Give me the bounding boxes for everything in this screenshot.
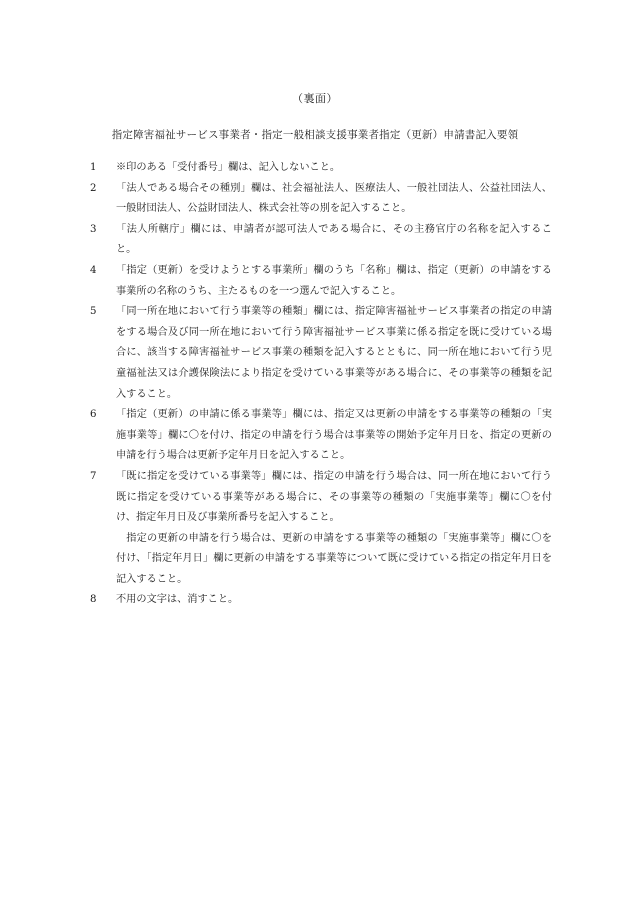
reverse-side-label: （裏面） — [292, 92, 338, 105]
instruction-item-6 — [90, 405, 552, 467]
item-number: 1 — [90, 162, 97, 173]
item-number: 4 — [90, 264, 97, 276]
item-number: 6 — [90, 409, 97, 421]
instruction-item-2 — [90, 179, 552, 220]
item-text-paragraph-2: 指定の更新の申請を行う場合は、更新の申請をする事業等の種類の「実施事業等」欄に〇を付け、「指定年月日」欄に更新の申請をする事業等について既に受けている指定の指定年月日を記入すること。 — [116, 532, 552, 585]
item-number: 3 — [90, 223, 97, 235]
item-text: ※印のある「受付番号」欄は、記入しないこと。 — [116, 162, 341, 173]
item-text: 「法人である場合その種別」欄は、社会福祉法人、医療法人、一般社団法人、公益社団法人、一般財団法人、公益財団法人、株式会社等の別を記入すること。 — [116, 182, 552, 215]
item-number: 8 — [90, 594, 97, 606]
instruction-item-4 — [90, 261, 552, 302]
item-text: 「指定（更新）の申請に係る事業等」欄には、指定又は更新の申請をする事業等の種類の「実施事業等」欄に〇を付け、指定の申請を行う場合は事業等の開始予定年月日を、指定の更新の申請を行う場合は更新予定年月日を記入すること。 — [116, 409, 552, 462]
instruction-list — [90, 158, 552, 611]
item-text: 「同一所在地において行う事業等の種類」欄には、指定障害福祉サービス事業者の指定の申請をする場合及び同一所在地において行う障害福祉サービス事業に係る指定を既に受けている場合に、該当する障害福祉サービス事業の種類を記入するとともに、同一所在地において行う児童福祉法又は介護保険法により指定を受けている事業等がある場合に、その事業等の種類を記入すること。 — [116, 306, 552, 400]
item-number: 5 — [90, 306, 97, 318]
item-text: 「既に指定を受けている事業等」欄には、指定の申請を行う場合は、同一所在地において行う既に指定を受けている事業等がある場合に、その事業等の種類の「実施事業等」欄に〇を付け、指定年月日及び事業所番号を記入すること。 — [116, 470, 552, 524]
item-number: 7 — [90, 470, 97, 482]
item-text: 「法人所轄庁」欄には、申請者が認可法人である場合に、その主務官庁の名称を記入すること。 — [116, 223, 552, 256]
instruction-item-1 — [90, 158, 552, 179]
item-number: 2 — [90, 182, 97, 194]
instruction-item-8 — [90, 590, 552, 611]
item-text: 「指定（更新）を受けようとする事業所」欄のうち「名称」欄は、指定（更新）の申請をする事業所の名称のうち、主たるものを一つ選んで記入すること。 — [116, 264, 552, 297]
instruction-item-7 — [90, 467, 552, 591]
instruction-item-5 — [90, 302, 552, 405]
instruction-item-3 — [90, 220, 552, 261]
item-text: 不用の文字は、消すこと。 — [116, 594, 239, 606]
document-title: 指定障害福祉サービス事業者・指定一般相談支援事業者指定（更新）申請書記入要領 — [111, 129, 519, 141]
